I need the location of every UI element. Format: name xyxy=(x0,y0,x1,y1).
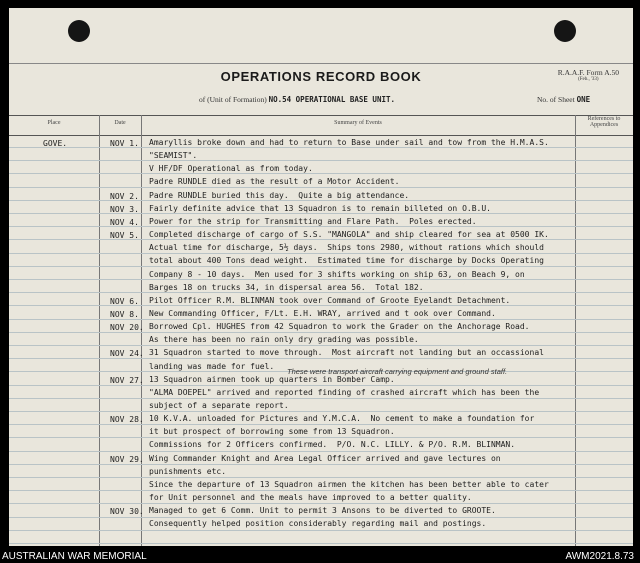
summary-header: Summary of Events xyxy=(334,120,382,126)
entry-date: NOV 28. xyxy=(110,415,144,424)
entry-text: Barges 18 on trucks 34, in dispersal area 56. Total 182. xyxy=(149,283,424,292)
page-title: OPERATIONS RECORD BOOK xyxy=(220,69,422,84)
entry-text: "ALMA DOEPEL" arrived and reported finding of crashed aircraft which has been the xyxy=(149,388,540,397)
unit-prefix: of (Unit of Formation) xyxy=(199,95,267,104)
ruled-line xyxy=(9,398,633,399)
record-sheet xyxy=(9,8,633,546)
sheet-prefix: No. of Sheet xyxy=(537,95,575,104)
entry-date: NOV 20. xyxy=(110,323,144,332)
entry-text: Padre RUNDLE buried this day. Quite a big attendance. xyxy=(149,191,410,200)
entry-text: V HF/DF Operational as from today. xyxy=(149,164,313,173)
entry-date: NOV 1. xyxy=(110,139,139,148)
ruled-line xyxy=(9,253,633,254)
header-rule xyxy=(9,115,633,116)
entry-text: Pilot Officer R.M. BLINMAN took over Command of Groote Eyelandt Detachment. xyxy=(149,296,511,305)
ruled-line xyxy=(9,424,633,425)
entry-date: NOV 27. xyxy=(110,376,144,385)
form-number xyxy=(558,68,619,82)
ruled-line xyxy=(9,451,633,452)
entry-text: Commissions for 2 Officers confirmed. P/O. N.C. LILLY. & P/O. R.M. BLINMAN. xyxy=(149,440,516,449)
punch-hole xyxy=(554,20,576,42)
entry-text: total about 400 Tons dead weight. Estimated time for discharge by Docks Operating xyxy=(149,256,544,265)
entry-text: 13 Squadron airmen took up quarters in Bomber Camp. xyxy=(149,375,395,384)
ruled-line xyxy=(9,173,633,174)
top-rule xyxy=(9,63,633,64)
entry-text: Amaryllis broke down and had to return to Base under sail and tow from the H.M.A.S. xyxy=(149,138,549,147)
entry-text: subject of a separate report. xyxy=(149,401,289,410)
ruled-line xyxy=(9,503,633,504)
entry-date: NOV 24. xyxy=(110,349,144,358)
entry-text: Borrowed Cpl. HUGHES from 42 Squadron to work the Grader on the Anchorage Road. xyxy=(149,322,530,331)
entry-text: Wing Commander Knight and Area Legal Officer arrived and gave lectures on xyxy=(149,454,501,463)
ruled-line xyxy=(9,319,633,320)
entry-date: NOV 8. xyxy=(110,310,139,319)
entry-text: Padre RUNDLE died as the result of a Motor Accident. xyxy=(149,177,400,186)
ruled-line xyxy=(9,160,633,161)
sheet-number xyxy=(537,95,590,104)
ruled-line xyxy=(9,332,633,333)
entry-date: NOV 3. xyxy=(110,205,139,214)
ruled-line xyxy=(9,437,633,438)
entry-text: 10 K.V.A. unloaded for Pictures and Y.M.C.A. No cement to make a foundation for xyxy=(149,414,535,423)
entry-text: As there has been no rain only dry grading was possible. xyxy=(149,335,419,344)
entry-text: punishments etc. xyxy=(149,467,227,476)
date-header: Date xyxy=(114,120,126,126)
column-head-rule xyxy=(9,135,633,136)
ruled-line xyxy=(9,464,633,465)
punch-hole xyxy=(68,20,90,42)
entry-date: NOV 4. xyxy=(110,218,139,227)
ruled-line xyxy=(9,187,633,188)
entry-text: for Unit personnel and the meals have improved to a better quality. xyxy=(149,493,472,502)
entry-date: NOV 30. xyxy=(110,507,144,516)
entry-text: Company 8 - 10 days. Men used for 3 shifts working on ship 63, on Beach 9, on xyxy=(149,270,525,279)
entry-text: Managed to get 6 Comm. Unit to permit 3 Ansons to be diverted to GROOTE. xyxy=(149,506,496,515)
ruled-line xyxy=(9,345,633,346)
ruled-line xyxy=(9,530,633,531)
references-header: References to Appendices xyxy=(587,116,621,128)
entry-date: NOV 5. xyxy=(110,231,139,240)
unit-value: NO.54 OPERATIONAL BASE UNIT. xyxy=(268,95,396,104)
ruled-line xyxy=(9,543,633,544)
ruled-line xyxy=(9,411,633,412)
entry-text: Power for the strip for Transmitting and Flare Path. Poles erected. xyxy=(149,217,477,226)
footer-id: AWM2021.8.73 xyxy=(565,551,634,562)
entry-date: NOV 6. xyxy=(110,297,139,306)
place-header: Place xyxy=(47,120,61,126)
sheet-value: ONE xyxy=(576,95,591,104)
form-label: R.A.A.F. Form A.50 xyxy=(557,68,619,77)
entry-text: 31 Squadron started to move through. Most aircraft not landing but an occassional xyxy=(149,348,544,357)
ruled-line xyxy=(9,477,633,478)
entry-text: "SEAMIST". xyxy=(149,151,198,160)
entry-text: New Commanding Officer, F/Lt. E.H. WRAY, arrived and t ook over Command. xyxy=(149,309,496,318)
ruled-line xyxy=(9,490,633,491)
entry-text: Since the departure of 13 Squadron airmen the kitchen has been better able to cater xyxy=(149,480,549,489)
unit-line xyxy=(199,95,395,104)
footer-source: AUSTRALIAN WAR MEMORIAL xyxy=(2,551,147,562)
place-value: GOVE. xyxy=(43,139,68,148)
entry-text: Fairly definite advice that 13 Squadron is to remain billeted on O.B.U. xyxy=(149,204,491,213)
entry-text: landing was made for fuel. xyxy=(149,362,275,371)
entry-date: NOV 29. xyxy=(110,455,144,464)
entry-date: NOV 2. xyxy=(110,192,139,201)
entry-text: Actual time for discharge, 5½ days. Ships tons 2980, without rations which should xyxy=(149,243,544,252)
ruled-line xyxy=(9,385,633,386)
ruled-line xyxy=(9,517,633,518)
form-sub: (Feb., '33) xyxy=(578,77,599,82)
handwritten-note: These were transport aircraft carrying equipment and ground staff. xyxy=(287,367,508,376)
entry-text: it but prospect of borrowing some from 13 Squadron. xyxy=(149,427,395,436)
entry-text: Consequently helped position considerably regarding mail and postings. xyxy=(149,519,487,528)
column-divider xyxy=(99,115,100,546)
entry-text: Completed discharge of cargo of S.S. "MANGOLA" and ship cleared for sea at 0500 IK. xyxy=(149,230,549,239)
ruled-line xyxy=(9,266,633,267)
ruled-line xyxy=(9,358,633,359)
column-divider xyxy=(575,115,576,546)
